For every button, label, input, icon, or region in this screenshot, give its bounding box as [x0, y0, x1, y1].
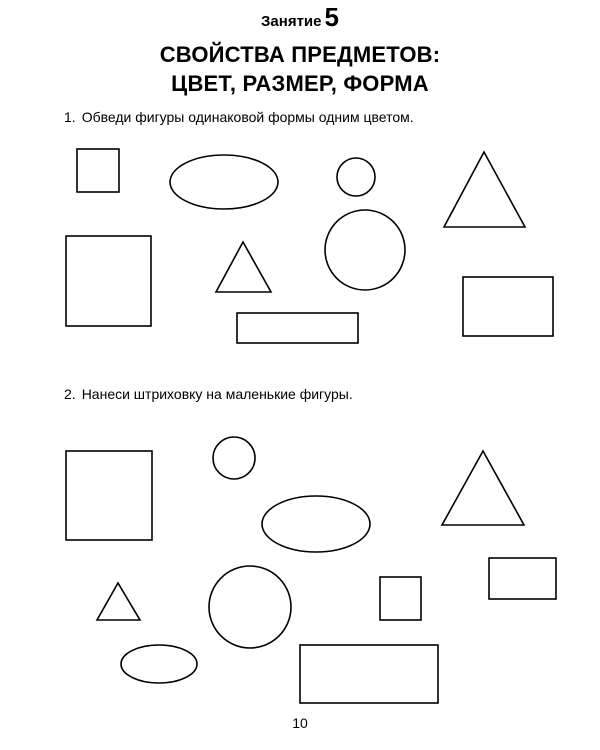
task-2-number: 2. — [64, 386, 76, 402]
medium-ellipse-shape — [170, 155, 278, 209]
large-triangle-shape — [442, 451, 524, 525]
small-triangle-shape — [97, 583, 140, 620]
task-1-number: 1. — [64, 109, 76, 125]
task-2-shapes — [66, 437, 556, 703]
lesson-label: Занятие — [261, 13, 322, 30]
large-rectangle-shape — [300, 645, 438, 703]
small-circle-shape — [213, 437, 255, 479]
lesson-number: 5 — [324, 2, 339, 32]
small-ellipse-shape — [121, 645, 197, 683]
medium-ellipse-shape — [262, 496, 370, 552]
task-1-shapes — [66, 149, 553, 343]
large-square-shape — [66, 451, 152, 540]
page-title-line-1: СВОЙСТВА ПРЕДМЕТОВ: — [159, 42, 441, 67]
task-2-text: Нанеси штриховку на маленькие фигуры. — [81, 386, 353, 402]
small-square-shape — [380, 577, 421, 620]
large-triangle-shape — [444, 152, 525, 227]
large-circle-shape — [325, 210, 405, 290]
rectangle-shape — [463, 277, 553, 336]
task-1-text: Обведи фигуры одинаковой формы одним цветом. — [81, 109, 414, 125]
page-title-line-2: ЦВЕТ, РАЗМЕР, ФОРМА — [171, 71, 429, 96]
page-number: 10 — [292, 715, 308, 731]
small-square-shape — [77, 149, 119, 192]
large-circle-shape — [209, 566, 291, 648]
rectangle-shape — [489, 558, 556, 599]
small-circle-shape — [337, 158, 375, 196]
long-rectangle-shape — [237, 313, 358, 343]
small-triangle-shape — [216, 242, 271, 292]
large-square-shape — [66, 236, 151, 326]
